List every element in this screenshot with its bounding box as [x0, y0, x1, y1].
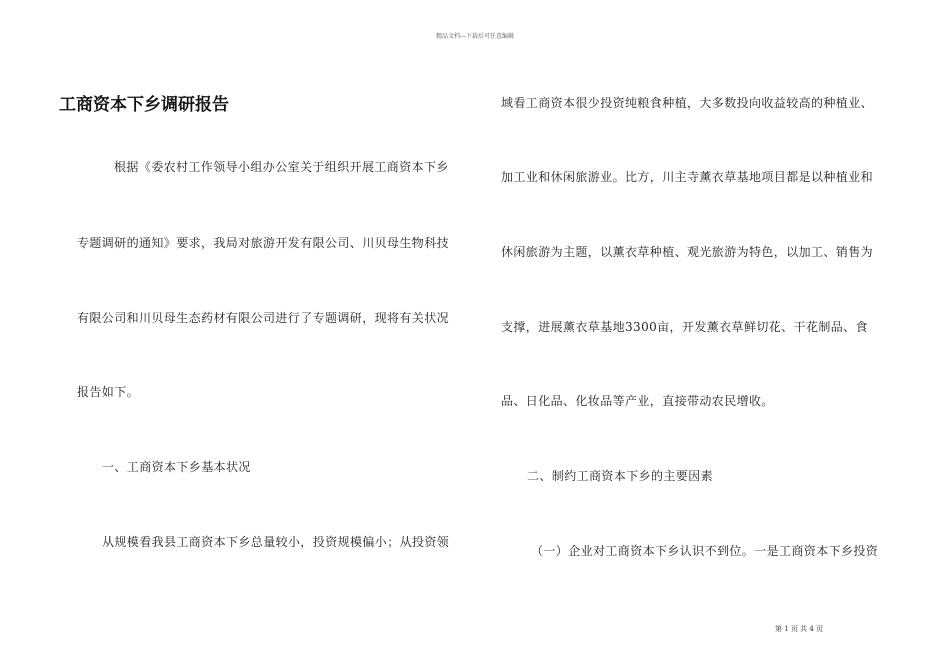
paragraph-line: 有限公司和川贝母生态药材有限公司进行了专题调研，现将有关状况	[77, 311, 450, 325]
paragraph-line: 域看工商资本很少投资纯粮食种植，大多数投向收益较高的种植业、	[501, 96, 874, 110]
paragraph-line: 加工业和休闲旅游业。比方，川主寺薰衣草基地项目都是以种植业和	[501, 170, 874, 184]
paragraph-line: 专题调研的通知》要求，我局对旅游开发有限公司、川贝母生物科技	[77, 236, 450, 250]
paragraph-line: （一）企业对工商资本下乡认识不到位。一是工商资本下乡投资	[531, 544, 879, 558]
header-note: 精品文档---下载后可任意编辑	[435, 33, 515, 40]
section-heading: 一、工商资本下乡基本状况	[102, 460, 251, 474]
paragraph-line: 从规模看我县工商资本下乡总量较小，投资规模偏小；从投资领	[102, 535, 450, 549]
paragraph-line: 支撑，进展薰衣草基地3300亩，开发薰衣草鲜切花、干花制品、食	[501, 320, 868, 334]
page-number: 第 1 页 共 4 页	[775, 625, 824, 633]
section-heading: 二、制约工商资本下乡的主要因素	[527, 469, 714, 483]
paragraph-line: 品、日化品、化妆品等产业，直接带动农民增收。	[501, 394, 774, 408]
paragraph-line: 根据《委农村工作领导小组办公室关于组织开展工商资本下乡	[114, 160, 449, 174]
paragraph-line: 报告如下。	[77, 385, 140, 399]
paragraph-line: 休闲旅游为主题，以薰衣草种植、观光旅游为特色，以加工、销售为	[501, 245, 874, 259]
document-title: 工商资本下乡调研报告	[59, 95, 229, 115]
